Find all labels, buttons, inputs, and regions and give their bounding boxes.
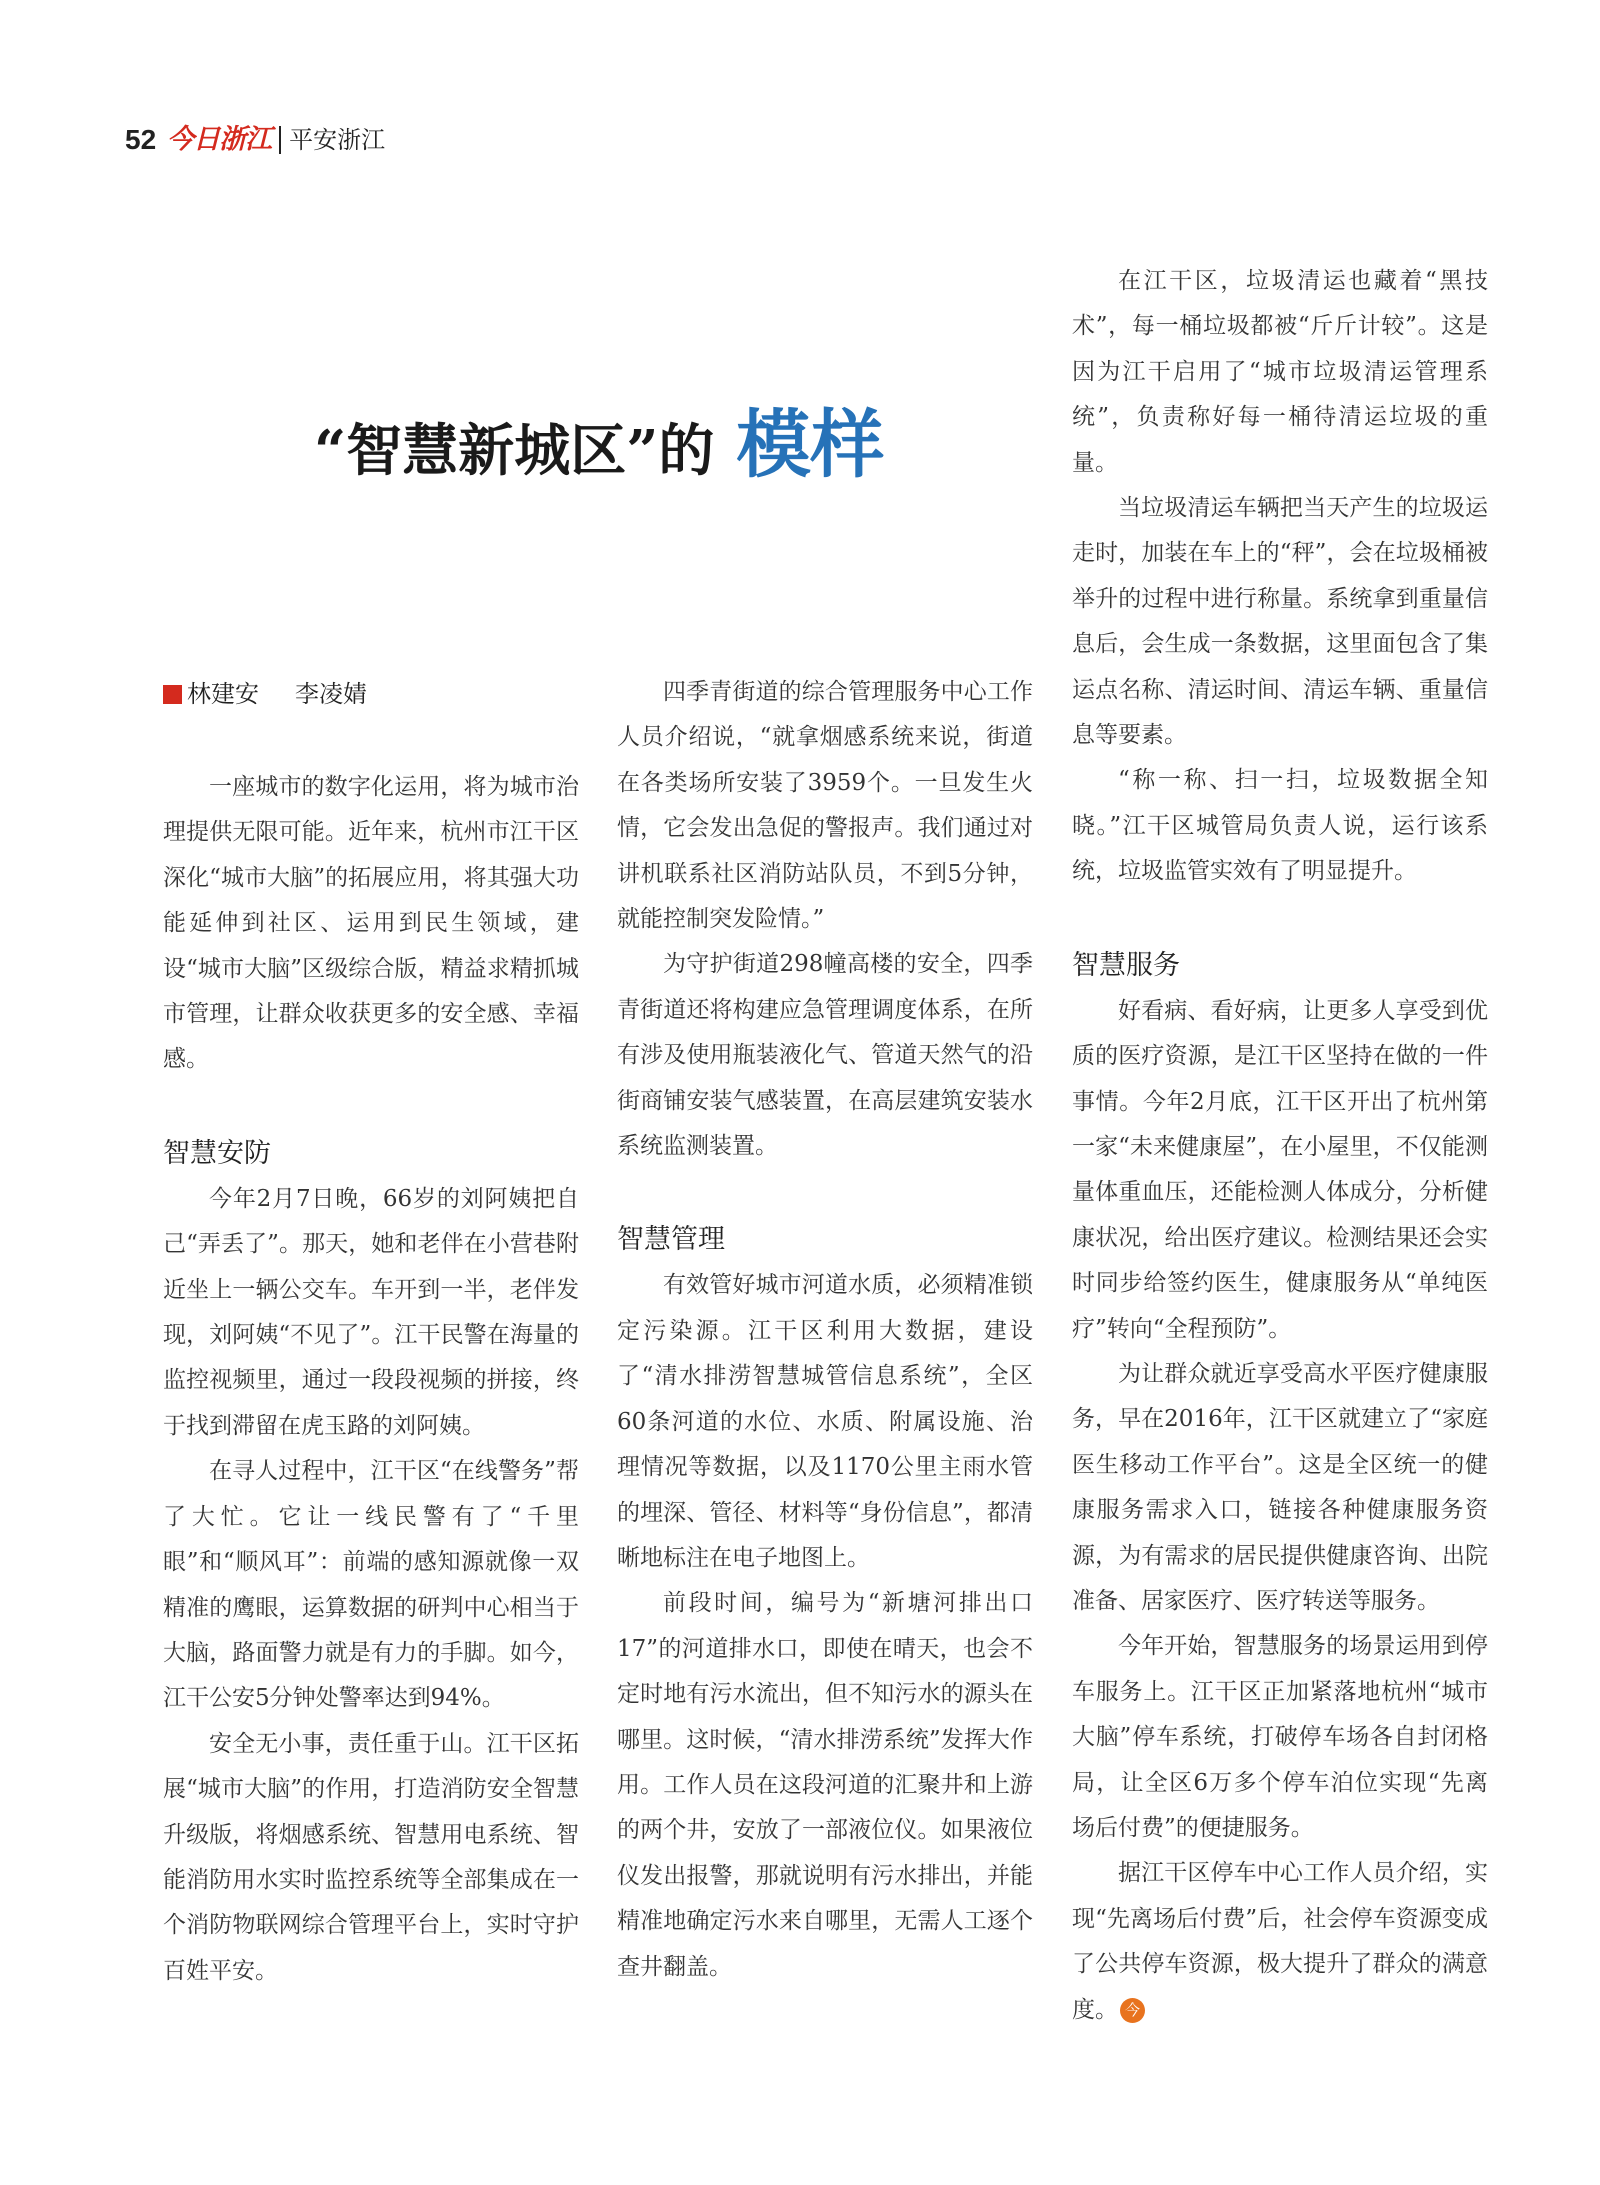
red-square-icon <box>163 685 182 704</box>
title-highlight: 模样 <box>736 402 885 488</box>
paragraph: 为让群众就近享受高水平医疗健康服务，早在2016年，江干区就建立了“家庭医生移动工作平台”。这是全区统一的健康服务需求入口，链接各种健康服务资源，为有需求的居民提供健康咨询、出院准备、居家医疗、医疗转送等服务。 <box>1072 1360 1488 1614</box>
paragraph: 在寻人过程中，江干区“在线警务”帮了大忙。它让一线民警有了“千里眼”和“顺风耳”：前端的感知源就像一双精准的鹰眼，运算数据的研判中心相当于大脑，路面警力就是有力的手脚。如今，江干公安5分钟处警率达到94%。 <box>163 1458 579 1712</box>
section-heading-service: 智慧服务 <box>1072 949 1180 981</box>
byline <box>163 677 367 711</box>
paragraph: 当垃圾清运车辆把当天产生的垃圾运走时，加装在车上的“秤”，会在垃圾桶被举升的过程中进行称量。系统拿到重量信息后，会生成一条数据，这里面包含了集运点名称、清运时间、清运车辆、重量信息等要素。 <box>1072 495 1488 749</box>
end-mark-icon: 今 <box>1120 1998 1145 2023</box>
paragraph: “称一称、扫一扫，垃圾数据全知晓。”江干区城管局负责人说，运行该系统，垃圾监管实效有了明显提升。 <box>1072 767 1488 885</box>
section-heading-security: 智慧安防 <box>163 1137 271 1169</box>
article-title <box>314 402 885 488</box>
paragraph: 前段时间，编号为“新塘河排出口17”的河道排水口，即使在晴天，也会不定时地有污水流出，但不知污水的源头在哪里。这时候，“清水排涝系统”发挥大作用。工作人员在这段河道的汇聚井和上游的两个井，安放了一部液位仪。如果液位仪发出报警，那就说明有污水排出，并能精准地确定污水来自哪里，无需人工逐个查井翻盖。 <box>617 1590 1033 1980</box>
author-name: 李凌婧 <box>295 680 367 708</box>
paragraph: 有效管好城市河道水质，必须精准锁定污染源。江干区利用大数据，建设了“清水排涝智慧城管信息系统”，全区60条河道的水位、水质、附属设施、治理情况等数据，以及1170公里主雨水管的埋深、管径、材料等“身份信息”，都清晰地标注在电子地图上。 <box>617 1272 1033 1571</box>
title-main: “智慧新城区”的 <box>314 418 715 484</box>
section-heading-management: 智慧管理 <box>617 1224 725 1256</box>
header-divider <box>279 126 281 154</box>
paragraph: 今年开始，智慧服务的场景运用到停车服务上。江干区正加紧落地杭州“城市大脑”停车系统，打破停车场各自封闭格局，让全区6万多个停车泊位实现“先离场后付费”的便捷服务。 <box>1072 1633 1488 1841</box>
paragraph-final <box>1072 1851 1488 2033</box>
paragraph-intro: 一座城市的数字化运用，将为城市治理提供无限可能。近年来，杭州市江干区深化“城市大脑”的拓展应用，将其强大功能延伸到社区、运用到民生领域，建设“城市大脑”区级综合版，精益求精抓城市管理，让群众收获更多的安全感、幸福感。 <box>163 774 579 1073</box>
column-1 <box>163 765 579 1994</box>
paragraph: 在江干区，垃圾清运也藏着“黑技术”，每一桶垃圾都被“斤斤计较”。这是因为江干启用了“城市垃圾清运管理系统”，负责称好每一桶待清运垃圾的重量。 <box>1072 268 1488 476</box>
paragraph: 四季青街道的综合管理服务中心工作人员介绍说，“就拿烟感系统来说，街道在各类场所安装了3959个。一旦发生火情，它会发出急促的警报声。我们通过对讲机联系社区消防站队员，不到5分钟，就能控制突发险情。” <box>617 679 1033 933</box>
page-number: 52 <box>125 124 157 155</box>
paragraph: 为守护街道298幢高楼的安全，四季青街道还将构建应急管理调度体系，在所有涉及使用瓶装液化气、管道天然气的沿街商铺安装气感装置，在高层建筑安装水系统监测装置。 <box>617 951 1033 1160</box>
paragraph: 今年2月7日晚，66岁的刘阿姨把自己“弄丢了”。那天，她和老伴在小营巷附近坐上一辆公交车。车开到一半，老伴发现，刘阿姨“不见了”。江干民警在海量的监控视频里，通过一段段视频的拼接，终于找到滞留在虎玉路的刘阿姨。 <box>163 1185 579 1439</box>
paragraph: 安全无小事，责任重于山。江干区拓展“城市大脑”的作用，打造消防安全智慧升级版，将烟感系统、智慧用电系统、智能消防用水实时监控系统等全部集成在一个消防物联网综合管理平台上，实时守护百姓平安。 <box>163 1730 579 1984</box>
paragraph-text: 据江干区停车中心工作人员介绍，实现“先离场后付费”后，社会停车资源变成了公共停车资源，极大提升了群众的满意度。 <box>1072 1860 1488 2023</box>
paragraph: 好看病、看好病，让更多人享受到优质的医疗资源，是江干区坚持在做的一件事情。今年2月底，江干区开出了杭州第一家“未来健康屋”，在小屋里，不仅能测量体重血压，还能检测人体成分，分析健康状况，给出医疗建议。检测结果还会实时同步给签约医生，健康服务从“单纯医疗”转向“全程预防”。 <box>1072 997 1488 1342</box>
column-2 <box>617 670 1033 1990</box>
page-header <box>125 122 385 158</box>
author-name: 林建安 <box>187 680 259 708</box>
section-label: 平安浙江 <box>289 126 386 154</box>
column-3 <box>1072 259 1488 2033</box>
magazine-logo: 今日浙江 <box>167 124 272 155</box>
